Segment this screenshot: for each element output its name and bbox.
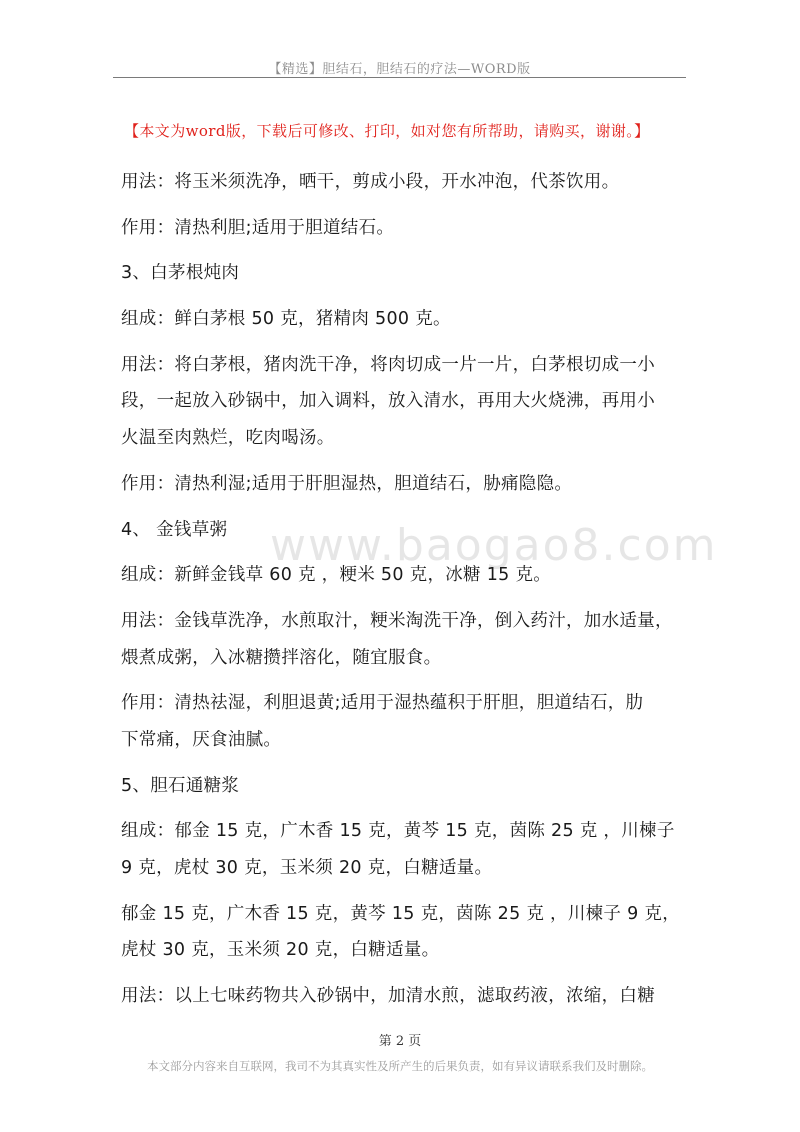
paragraph	[121, 347, 683, 457]
paragraph-gap	[121, 503, 683, 512]
footer-disclaimer: 本文部分内容来自互联网，我司不为其真实性及所产生的后果负责，如有异议请联系我们及时删除。	[147, 1059, 653, 1073]
watermark: www.baogao8.com	[270, 520, 718, 571]
paragraph	[121, 896, 683, 969]
text-line: 煨煮成粥，入冰糖攒拌溶化，随宜服食。	[121, 647, 442, 668]
paragraph-gap	[121, 804, 683, 813]
paragraph-gap	[121, 201, 683, 210]
text-line: 用法：金钱草洗净，水煎取汁，粳米淘洗干净，倒入药汁，加水适量，	[121, 610, 673, 631]
paragraph	[121, 813, 683, 886]
text-line: 用法：以上七味药物共入砂锅中，加清水煎，滤取药液，浓缩，白糖	[121, 986, 655, 1007]
paragraph-gap	[121, 292, 683, 301]
header-divider	[113, 77, 686, 78]
text-line: 作用：清热利胆;适用于胆道结石。	[121, 217, 395, 238]
text-line: 虎杖 30 克，玉米须 20 克，白糖适量。	[121, 940, 440, 961]
paragraph-gap	[121, 759, 683, 768]
text-line: 组成：新鲜金钱草 60 克 ，粳米 50 克，冰糖 15 克。	[121, 565, 552, 586]
paragraph	[121, 301, 683, 338]
paragraph-gap	[121, 969, 683, 978]
text-line: 郁金 15 克，广木香 15 克，黄芩 15 克，茵陈 25 克 ，川楝子 9 克，	[121, 903, 680, 924]
text-line: 5、胆石通糖浆	[121, 775, 240, 796]
paragraph	[121, 255, 683, 292]
paragraph	[121, 164, 683, 201]
purchase-notice: 【本文为word版，下载后可修改、打印，如对您有所帮助，请购买，谢谢。】	[124, 122, 650, 140]
paragraph	[121, 466, 683, 503]
text-line: 作用：清热利湿;适用于肝胆湿热，胆道结石，胁痛隐隐。	[121, 473, 573, 494]
paragraph	[121, 603, 683, 676]
page-header: 【精选】胆结石，胆结石的疗法—WORD版	[268, 62, 531, 77]
text-line: 组成：郁金 15 克，广木香 15 克，黄芩 15 克，茵陈 25 克 ，川楝子	[121, 821, 675, 842]
paragraph	[121, 210, 683, 247]
text-line: 段，一起放入砂锅中，加入调料，放入清水，再用大火烧沸，再用小	[121, 391, 655, 412]
text-line: 用法：将玉米须洗净，晒干，剪成小段，开水冲泡，代茶饮用。	[121, 172, 620, 192]
text-line: 组成：鲜白茅根 50 克，猪精肉 500 克。	[121, 309, 451, 330]
paragraph	[121, 512, 683, 549]
text-line: 作用：清热祛湿，利胆退黄;适用于湿热蕴积于肝胆，胆道结石，肋	[121, 693, 644, 714]
paragraph-gap	[121, 338, 683, 347]
paragraph	[121, 768, 683, 805]
paragraph	[121, 557, 683, 594]
text-line: 9 克，虎杖 30 克，玉米须 20 克，白糖适量。	[121, 858, 493, 878]
text-line: 火温至肉熟烂，吃肉喝汤。	[121, 428, 335, 449]
paragraph-gap	[121, 548, 683, 557]
text-line: 用法：将白茅根，猪肉洗干净，将肉切成一片一片，白茅根切成一小	[121, 354, 655, 375]
text-line: 4、 金钱草粥	[121, 519, 228, 540]
paragraph-gap	[121, 594, 683, 603]
document-body	[121, 164, 683, 1015]
page-number: 第 2 页	[378, 1034, 422, 1049]
paragraph-gap	[121, 887, 683, 896]
text-line: 3、白茅根炖肉	[121, 263, 240, 284]
paragraph	[121, 978, 683, 1015]
paragraph-gap	[121, 246, 683, 255]
paragraph-gap	[121, 676, 683, 685]
paragraph	[121, 685, 683, 758]
text-line: 下常痛，厌食油腻。	[121, 729, 282, 750]
paragraph-gap	[121, 457, 683, 466]
